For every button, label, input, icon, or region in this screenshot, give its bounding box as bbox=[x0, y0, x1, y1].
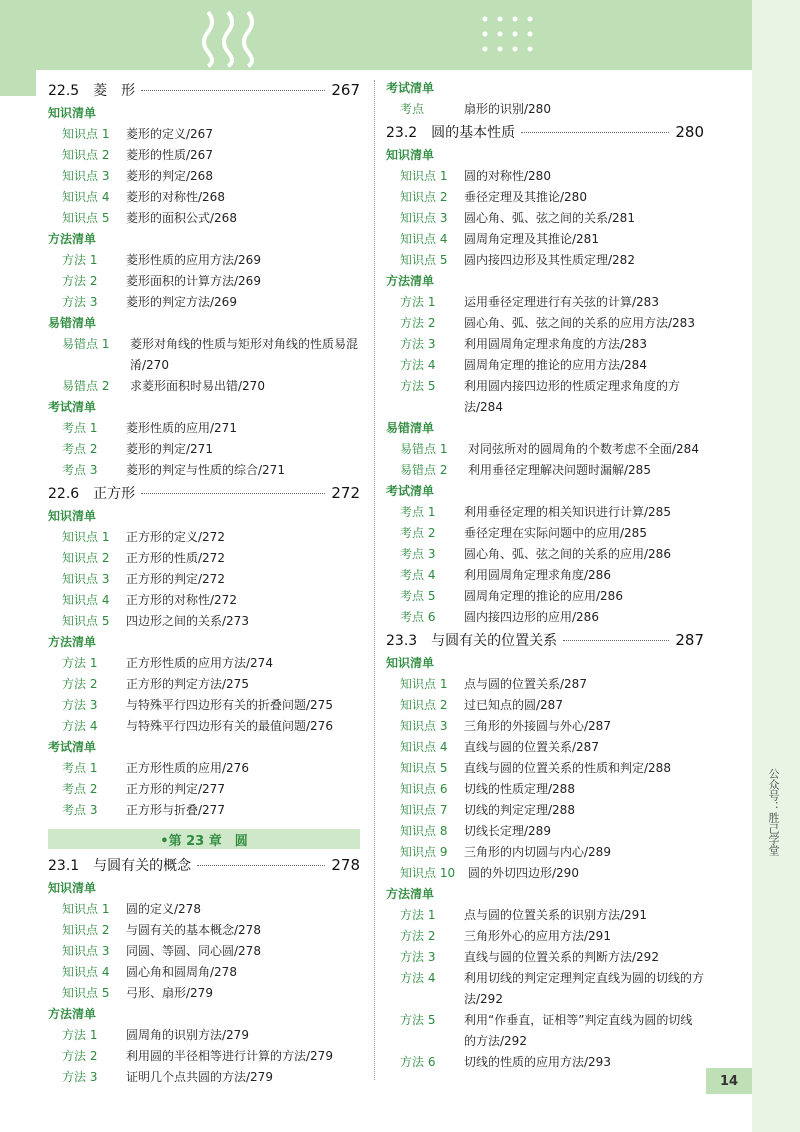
toc-entry[interactable]: 知识点 2 正方形的性质/272 bbox=[62, 551, 225, 565]
toc-entry[interactable]: 方法 6 切线的性质的应用方法/293 bbox=[400, 1055, 611, 1069]
toc-entry[interactable]: 知识点 1 正方形的定义/272 bbox=[62, 530, 225, 544]
toc-entry[interactable]: 方法 2 圆心角、弧、弦之间的关系的应用方法/283 bbox=[400, 316, 695, 330]
left-column bbox=[48, 78, 360, 1088]
category-label: 知识清单 bbox=[386, 656, 435, 670]
toc-entry[interactable]: 方法 2 利用圆的半径相等进行计算的方法/279 bbox=[62, 1049, 333, 1063]
toc-entry[interactable]: 知识点 4 直线与圆的位置关系/287 bbox=[400, 740, 599, 754]
toc-entry[interactable]: 考点 扇形的识别/280 bbox=[400, 102, 551, 116]
category-label: 考试清单 bbox=[386, 484, 435, 498]
toc-entry[interactable]: 知识点 6 切线的性质定理/288 bbox=[400, 782, 575, 796]
dot-decoration bbox=[480, 14, 550, 64]
section-heading[interactable]: 23.3 与圆有关的位置关系 287 bbox=[386, 631, 704, 649]
toc-entry[interactable]: 知识点 10 圆的外切四边形/290 bbox=[400, 866, 579, 880]
toc-entry[interactable]: 知识点 2 过已知点的圆/287 bbox=[400, 698, 563, 712]
toc-entry[interactable]: 知识点 5 菱形的面积公式/268 bbox=[62, 211, 237, 225]
category-label: 知识清单 bbox=[48, 881, 97, 895]
toc-entry[interactable]: 知识点 1 点与圆的位置关系/287 bbox=[400, 677, 587, 691]
toc-entry[interactable]: 考点 5 圆周角定理的推论的应用/286 bbox=[400, 589, 623, 603]
toc-entry[interactable]: 知识点 1 圆的定义/278 bbox=[62, 902, 201, 916]
toc-entry[interactable]: 知识点 5 圆内接四边形及其性质定理/282 bbox=[400, 253, 635, 267]
toc-entry[interactable]: 知识点 2 垂径定理及其推论/280 bbox=[400, 190, 587, 204]
toc-entry[interactable]: 考点 1 利用垂径定理的相关知识进行计算/285 bbox=[400, 505, 671, 519]
category-label: 知识清单 bbox=[48, 106, 97, 120]
toc-entry[interactable]: 易错点 1 对同弦所对的圆周角的个数考虑不全面/284 bbox=[400, 442, 699, 456]
category-label: 方法清单 bbox=[48, 232, 97, 246]
toc-entry[interactable]: 考点 3 菱形的判定与性质的综合/271 bbox=[62, 463, 285, 477]
side-watermark: 公众号：胜己学堂 bbox=[767, 768, 780, 856]
toc-entry[interactable]: 方法 3 直线与圆的位置关系的判断方法/292 bbox=[400, 950, 659, 964]
toc-entry[interactable]: 方法 1 菱形性质的应用方法/269 bbox=[62, 253, 261, 267]
toc-entry[interactable]: 考点 3 正方形与折叠/277 bbox=[62, 803, 225, 817]
toc-entry[interactable]: 方法 4 与特殊平行四边形有关的最值问题/276 bbox=[62, 719, 333, 733]
toc-entry[interactable]: 知识点 3 三角形的外接圆与外心/287 bbox=[400, 719, 611, 733]
category-label: 易错清单 bbox=[386, 421, 435, 435]
toc-entry[interactable]: 方法 1 正方形性质的应用方法/274 bbox=[62, 656, 273, 670]
column-divider bbox=[374, 80, 375, 1080]
toc-entry[interactable]: 方法 3 菱形的判定方法/269 bbox=[62, 295, 237, 309]
right-margin-strip bbox=[752, 0, 800, 1132]
toc-entry[interactable]: 知识点 5 弓形、扇形/279 bbox=[62, 986, 213, 1000]
toc-entry[interactable]: 易错点 2 求菱形面积时易出错/270 bbox=[62, 379, 265, 393]
toc-entry[interactable]: 方法 1 圆周角的识别方法/279 bbox=[62, 1028, 249, 1042]
section-heading[interactable]: 23.2 圆的基本性质 280 bbox=[386, 123, 704, 141]
toc-entry[interactable]: 知识点 7 切线的判定定理/288 bbox=[400, 803, 575, 817]
toc-entry[interactable]: 方法 2 正方形的判定方法/275 bbox=[62, 677, 249, 691]
toc-entry[interactable]: 知识点 3 圆心角、弧、弦之间的关系/281 bbox=[400, 211, 635, 225]
toc-entry[interactable]: 考点 2 垂径定理在实际问题中的应用/285 bbox=[400, 526, 647, 540]
toc-entry[interactable]: 易错点 2 利用垂径定理解决问题时漏解/285 bbox=[400, 463, 651, 477]
toc-entry[interactable]: 知识点 5 四边形之间的关系/273 bbox=[62, 614, 249, 628]
toc-entry[interactable]: 方法 3 利用圆周角定理求角度的方法/283 bbox=[400, 337, 647, 351]
toc-entry[interactable]: 考点 1 正方形性质的应用/276 bbox=[62, 761, 249, 775]
page-number: 14 bbox=[706, 1068, 752, 1094]
toc-entry[interactable]: 考点 2 正方形的判定/277 bbox=[62, 782, 225, 796]
category-label: 考试清单 bbox=[386, 81, 435, 95]
toc-entry[interactable]: 知识点 1 圆的对称性/280 bbox=[400, 169, 551, 183]
toc-entry[interactable]: 知识点 9 三角形的内切圆与内心/289 bbox=[400, 845, 611, 859]
toc-entry[interactable]: 方法 2 菱形面积的计算方法/269 bbox=[62, 274, 261, 288]
chapter-banner[interactable]: •第 23 章 圆 bbox=[48, 829, 360, 849]
category-label: 方法清单 bbox=[386, 887, 435, 901]
toc-entry[interactable]: 方法 4 圆周角定理的推论的应用方法/284 bbox=[400, 358, 647, 372]
toc-entry[interactable]: 知识点 2 菱形的性质/267 bbox=[62, 148, 213, 162]
category-label: 知识清单 bbox=[48, 509, 97, 523]
section-heading[interactable]: 22.5 菱 形 267 bbox=[48, 81, 360, 99]
toc-entry[interactable]: 易错点 1 菱形对角线的性质与矩形对角线的性质易混淆/270 bbox=[62, 337, 359, 372]
toc-entry[interactable]: 考点 1 菱形性质的应用/271 bbox=[62, 421, 237, 435]
toc-entry[interactable]: 方法 1 运用垂径定理进行有关弦的计算/283 bbox=[400, 295, 659, 309]
toc-entry[interactable]: 知识点 1 菱形的定义/267 bbox=[62, 127, 213, 141]
section-heading[interactable]: 23.1 与圆有关的概念 278 bbox=[48, 856, 360, 874]
section-heading[interactable]: 22.6 正方形 272 bbox=[48, 484, 360, 502]
toc-entry[interactable]: 考点 4 利用圆周角定理求角度/286 bbox=[400, 568, 611, 582]
toc-entry[interactable]: 方法 1 点与圆的位置关系的识别方法/291 bbox=[400, 908, 647, 922]
right-column bbox=[386, 78, 704, 1073]
toc-entry[interactable]: 知识点 2 与圆有关的基本概念/278 bbox=[62, 923, 261, 937]
wave-decoration bbox=[200, 8, 270, 68]
category-label: 考试清单 bbox=[48, 400, 97, 414]
category-label: 知识清单 bbox=[386, 148, 435, 162]
toc-entry[interactable]: 知识点 4 菱形的对称性/268 bbox=[62, 190, 225, 204]
category-label: 考试清单 bbox=[48, 740, 97, 754]
toc-entry[interactable]: 方法 3 证明几个点共圆的方法/279 bbox=[62, 1070, 273, 1084]
category-label: 方法清单 bbox=[48, 1007, 97, 1021]
toc-entry[interactable]: 方法 5 利用圆内接四边形的性质定理求角度的方法/284 bbox=[400, 379, 681, 414]
toc-entry[interactable]: 考点 2 菱形的判定/271 bbox=[62, 442, 213, 456]
toc-entry[interactable]: 方法 2 三角形外心的应用方法/291 bbox=[400, 929, 611, 943]
toc-entry[interactable]: 方法 5 利用“作垂直，证相等”判定直线为圆的切线的方法/292 bbox=[400, 1013, 693, 1048]
toc-entry[interactable]: 方法 3 与特殊平行四边形有关的折叠问题/275 bbox=[62, 698, 333, 712]
category-label: 方法清单 bbox=[48, 635, 97, 649]
category-label: 易错清单 bbox=[48, 316, 97, 330]
toc-entry[interactable]: 知识点 4 正方形的对称性/272 bbox=[62, 593, 237, 607]
toc-entry[interactable]: 方法 4 利用切线的判定定理判定直线为圆的切线的方法/292 bbox=[400, 971, 705, 1006]
toc-entry[interactable]: 知识点 8 切线长定理/289 bbox=[400, 824, 551, 838]
toc-entry[interactable]: 知识点 4 圆心角和圆周角/278 bbox=[62, 965, 237, 979]
toc-entry[interactable]: 考点 3 圆心角、弧、弦之间的关系的应用/286 bbox=[400, 547, 671, 561]
toc-entry[interactable]: 知识点 3 菱形的判定/268 bbox=[62, 169, 213, 183]
toc-entry[interactable]: 知识点 5 直线与圆的位置关系的性质和判定/288 bbox=[400, 761, 671, 775]
toc-entry[interactable]: 知识点 4 圆周角定理及其推论/281 bbox=[400, 232, 599, 246]
toc-entry[interactable]: 知识点 3 同圆、等圆、同心圆/278 bbox=[62, 944, 261, 958]
toc-entry[interactable]: 知识点 3 正方形的判定/272 bbox=[62, 572, 225, 586]
category-label: 方法清单 bbox=[386, 274, 435, 288]
toc-entry[interactable]: 考点 6 圆内接四边形的应用/286 bbox=[400, 610, 599, 624]
